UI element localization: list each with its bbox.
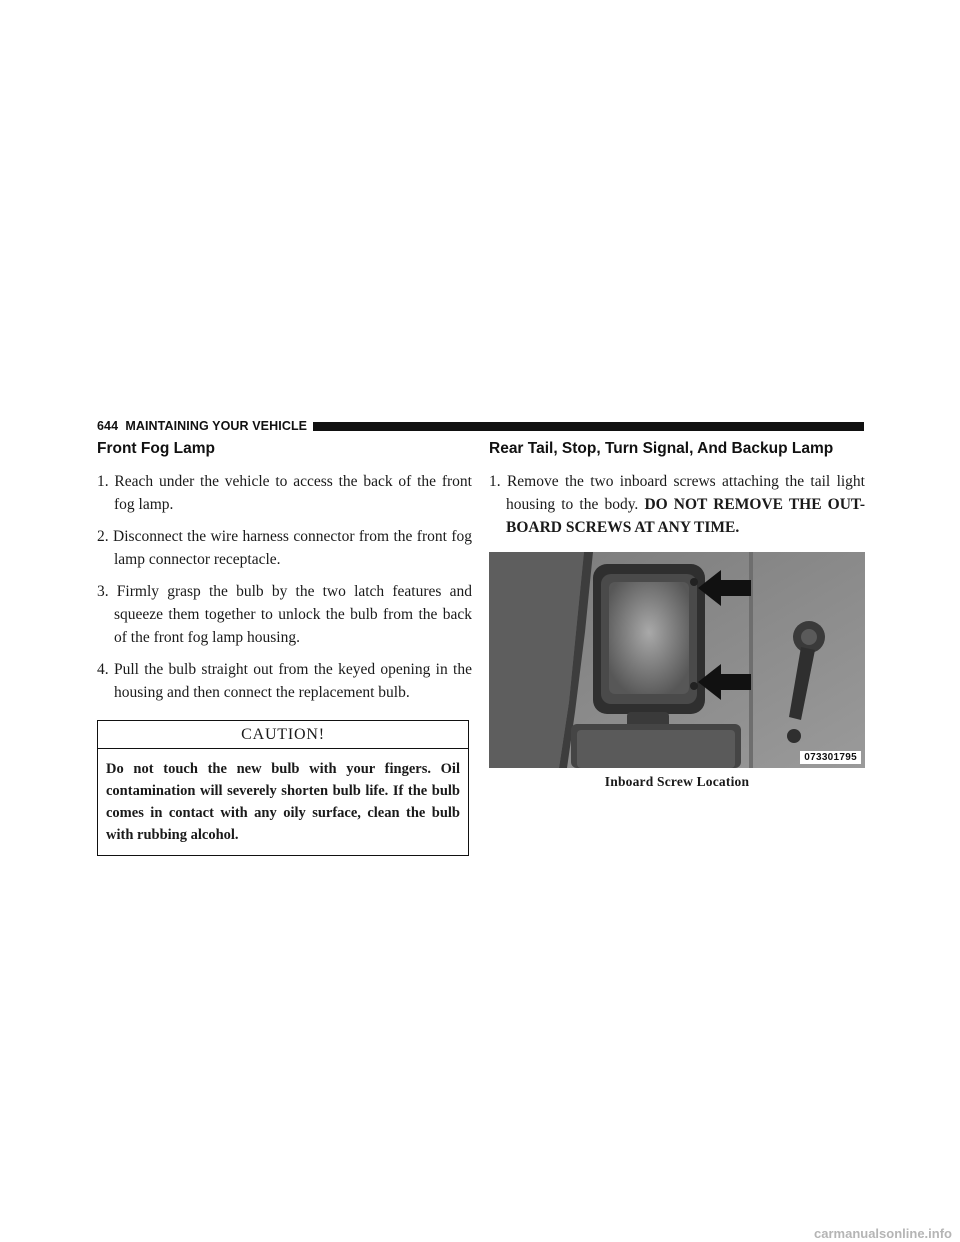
front-fog-steps — [97, 470, 472, 704]
tail-light-lens — [609, 582, 689, 694]
caution-text: Do not touch the new bulb with your fingers. Oil contamination will severely shorten bulb life. If the bulb comes in contact with any oily surface, clean the bulb with rubbing alcohol. — [106, 761, 460, 843]
tail-light-illustration — [489, 552, 865, 768]
rear-tail-steps — [489, 470, 865, 539]
inboard-screw-figure — [489, 552, 865, 768]
page-number: 644 — [97, 419, 119, 433]
inboard-screw-upper — [690, 578, 698, 586]
figure-caption: Inboard Screw Location — [604, 774, 750, 789]
front-fog-step-1: 1. Reach under the vehicle to access the back of the front fog lamp. — [97, 473, 472, 513]
front-fog-lamp-heading: Front Fog Lamp — [97, 440, 215, 457]
rear-tail-lamp-heading: Rear Tail, Stop, Turn Signal, And Backup Lamp — [489, 440, 834, 457]
caution-title: CAUTION! — [98, 721, 468, 749]
header-text — [97, 419, 313, 433]
front-fog-step-2: 2. Disconnect the wire harness connector from the front fog lamp connector receptacle. — [97, 528, 472, 568]
header-rule — [313, 422, 864, 431]
door-lock — [787, 729, 801, 743]
door-handle-pivot-inner — [801, 629, 817, 645]
left-column — [97, 440, 472, 856]
caution-box — [97, 720, 469, 856]
page-header — [97, 419, 864, 433]
section-title: MAINTAINING YOUR VEHICLE — [125, 419, 308, 433]
right-column — [489, 440, 865, 790]
inboard-screw-lower — [690, 682, 698, 690]
rear-tail-step-1-warning: DO NOT REMOVE THE OUT-BOARD SCREWS AT ANY TIME. — [506, 496, 866, 536]
figure-code: 073301795 — [800, 751, 861, 764]
front-fog-step-4: 4. Pull the bulb straight out from the keyed opening in the housing and then connect the replacement bulb. — [97, 661, 472, 701]
watermark: carmanualsonline.info — [814, 1226, 952, 1241]
license-plate-area — [577, 730, 735, 768]
front-fog-step-3: 3. Firmly grasp the bulb by the two latch features and squeeze them together to unlock the bulb from the back of the front fog lamp housing. — [97, 583, 472, 646]
rear-tail-step-1-text: 1. Remove the two inboard screws attaching the tail light housing to the body. — [489, 473, 865, 513]
rear-tail-step-1 — [489, 470, 865, 539]
